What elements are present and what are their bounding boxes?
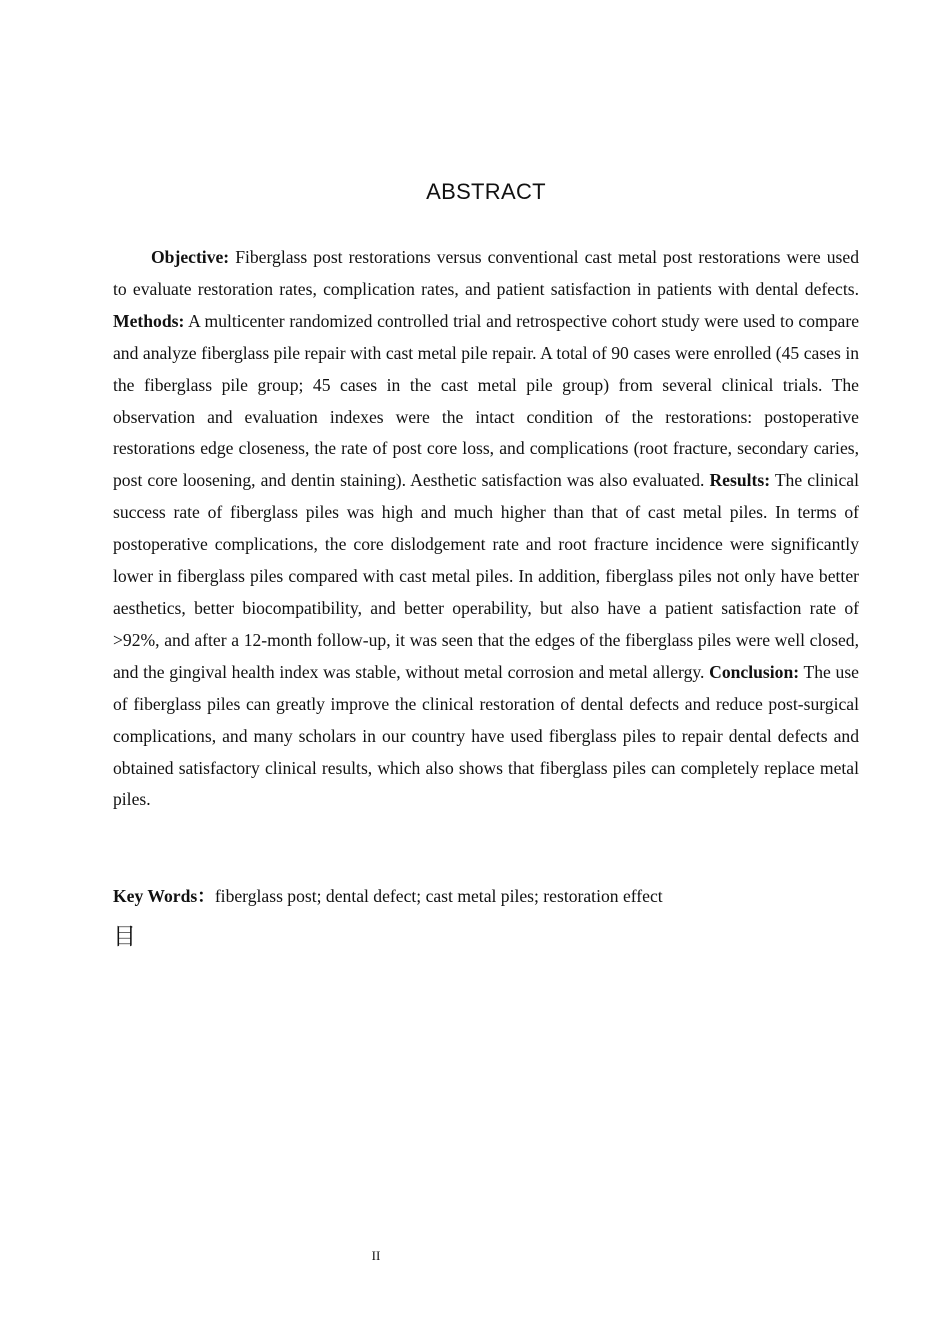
results-text: The clinical success rate of fiberglass piles was high and much higher than that of cast metal piles. In terms of postoperative complications, the core dislodgement rate and root fracture incidence were significantly lower in fiberglass piles compared with cast metal piles. In addition, fiberglass piles not only have better aesthetics, better biocompatibility, and better operability, but also have a patient satisfaction rate of >92%, and after a 12-month follow-up, it was seen that the edges of the fiberglass piles were well closed, and the gingival health index was stable, without metal corrosion and metal allergy. xyxy=(113,470,859,682)
methods-text: A multicenter randomized controlled trial and retrospective cohort study were used to compare and analyze fiberglass pile repair with cast metal pile repair. A total of 90 cases were enrolled (45 cases in the fiberglass pile group; 45 cases in the cast metal pile group) from several clinical trials. The observation and evaluation indexes were the intact condition of the restorations: postoperative restorations edge closeness, the rate of post core loss, and complications (root fracture, secondary caries, post core loosening, and dentin staining). Aesthetic satisfaction was also evaluated. xyxy=(113,310,859,491)
objective-text: Fiberglass post restorations versus conventional cast metal post restorations were used to evaluate restoration rates, complication rates, and patient satisfaction in patients with dental defects. xyxy=(113,247,859,299)
abstract-body xyxy=(113,242,859,816)
conclusion-label: Conclusion: xyxy=(709,661,800,682)
keywords-label: Key Words： xyxy=(113,886,215,906)
conclusion-text: The use of fiberglass piles can greatly improve the clinical restoration of dental defects and reduce post-surgical complications, and many scholars in our country have used fiberglass piles to repair dental defects and obtained satisfactory clinical results, which also shows that fiberglass piles can completely replace metal piles. xyxy=(113,661,859,810)
page-number: II xyxy=(371,1248,381,1263)
methods-label: Methods: xyxy=(113,310,185,331)
objective-label: Objective: xyxy=(151,247,230,267)
keywords-text: fiberglass post; dental defect; cast metal piles; restoration effect xyxy=(214,886,663,906)
results-label: Results: xyxy=(709,470,771,491)
toc-heading-fragment: 目 xyxy=(113,924,136,950)
keywords-line xyxy=(113,881,859,912)
abstract-title: ABSTRACT xyxy=(426,179,546,204)
